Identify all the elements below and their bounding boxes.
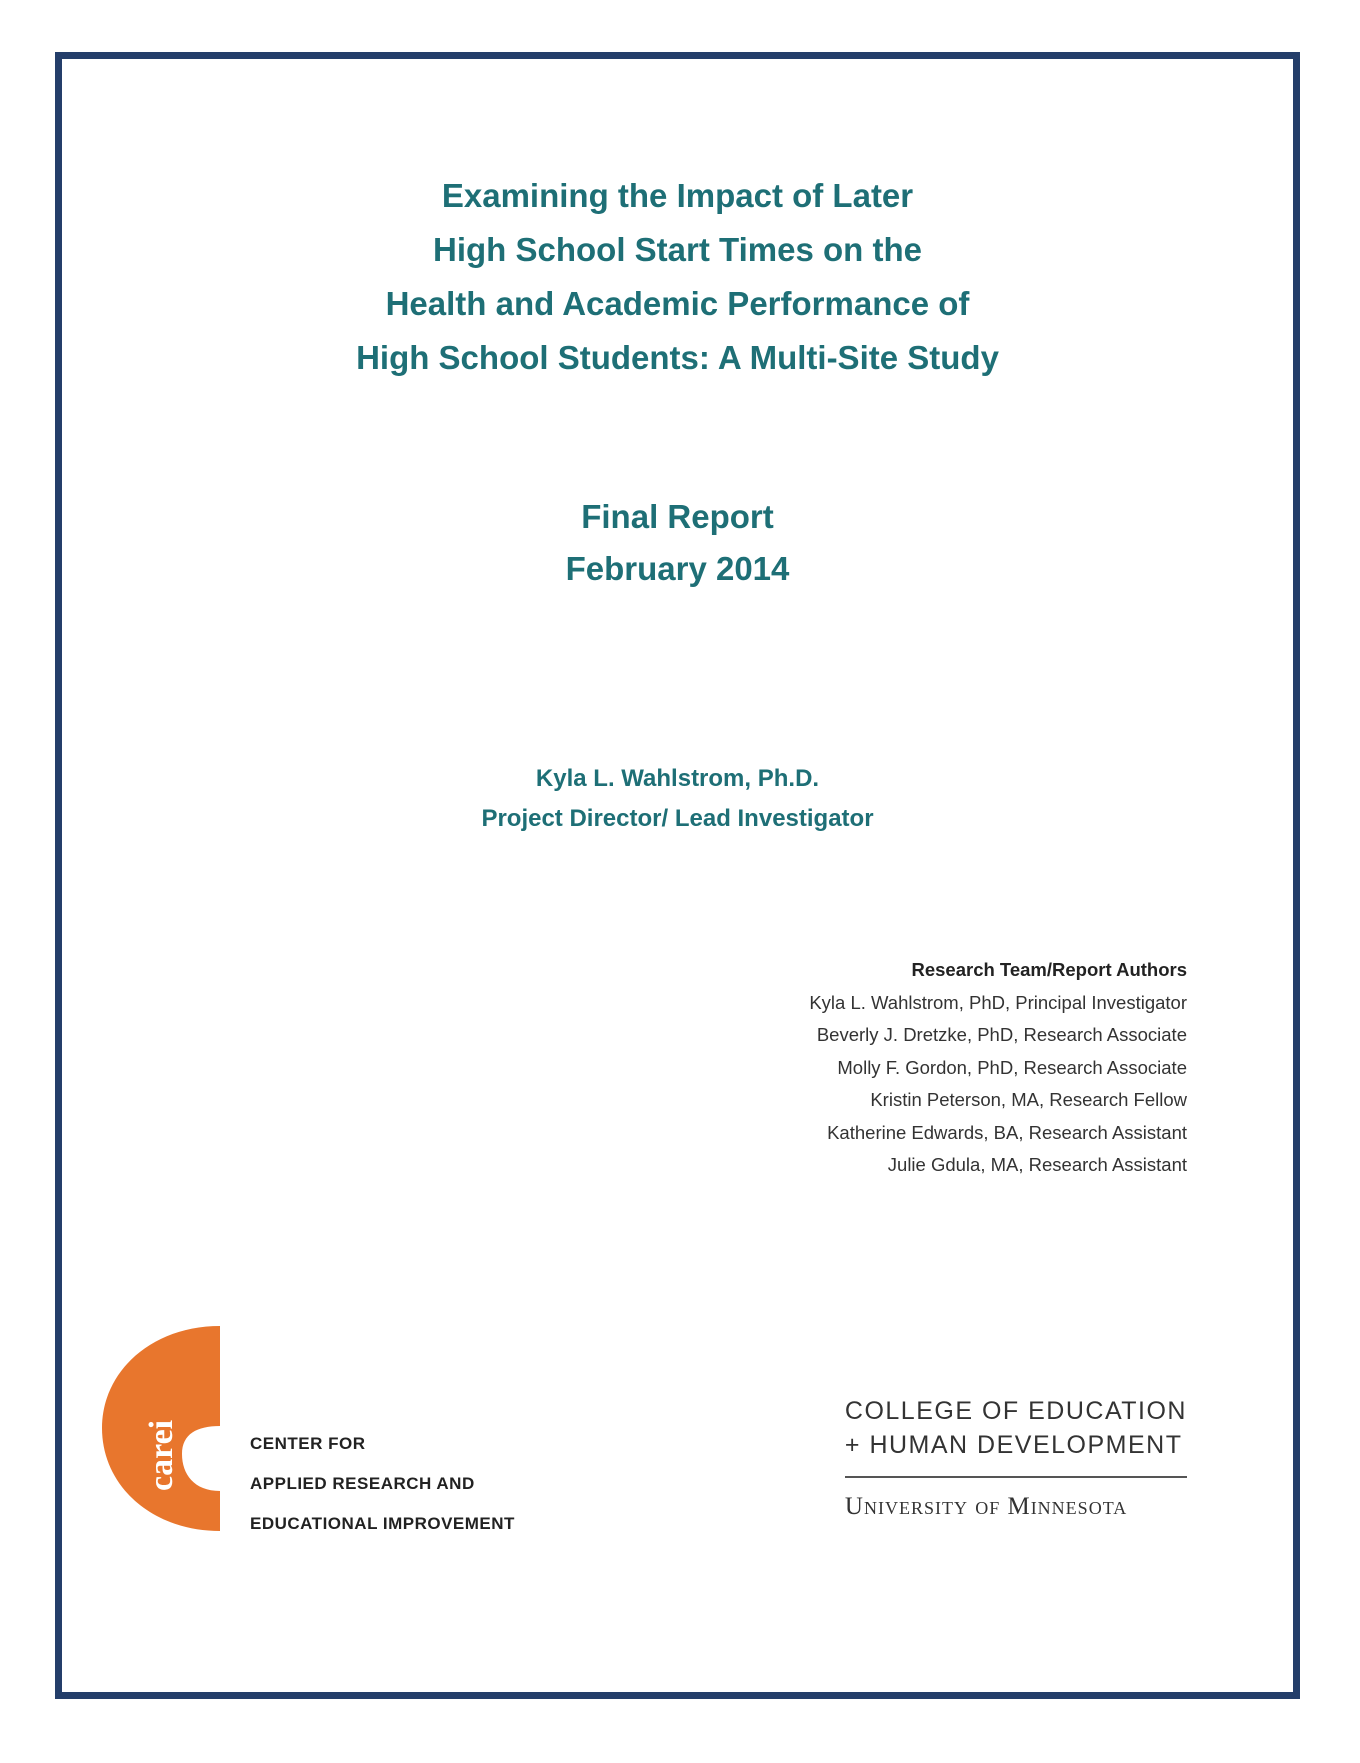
team-member: Beverly J. Dretzke, PhD, Research Associate <box>816 1024 1187 1045</box>
team-member: Molly F. Gordon, PhD, Research Associate <box>837 1056 1187 1078</box>
carei-logo-text: carei <box>143 1419 180 1491</box>
title-line-4: High School Students: A Multi-Site Study <box>356 339 999 376</box>
cehd-line-1: COLLEGE OF EDUCATION <box>844 1397 1187 1425</box>
cehd-line-2: + HUMAN DEVELOPMENT <box>844 1431 1183 1459</box>
carei-line-1: CENTER FOR <box>250 1434 366 1453</box>
title-line-1: Examining the Impact of Later <box>441 177 914 214</box>
team-member: Julie Gdula, MA, Research Assistant <box>887 1154 1187 1175</box>
report-date: February 2014 <box>565 550 790 587</box>
director-role: Project Director/ Lead Investigator <box>481 805 874 832</box>
carei-line-3: EDUCATIONAL IMPROVEMENT <box>250 1514 515 1533</box>
title-line-3: Health and Academic Performance of <box>385 285 970 322</box>
university-name: University of Minnesota <box>844 1493 1128 1520</box>
carei-line-2: APPLIED RESEARCH AND <box>250 1474 475 1493</box>
carei-name <box>250 1424 515 1544</box>
project-director <box>62 759 1293 839</box>
team-member: Kyla L. Wahlstrom, PhD, Principal Investigator <box>809 991 1187 1013</box>
cehd-logo <box>845 1394 1187 1524</box>
carei-logo <box>102 1326 242 1531</box>
team-member: Kristin Peterson, MA, Research Fellow <box>870 1089 1187 1110</box>
page-border <box>55 52 1300 1699</box>
team-member: Katherine Edwards, BA, Research Assistant <box>827 1121 1187 1143</box>
team-heading: Research Team/Report Authors <box>911 959 1187 980</box>
report-title <box>62 169 1293 385</box>
research-team <box>809 954 1187 1182</box>
report-info <box>62 491 1293 595</box>
cehd-divider <box>845 1476 1187 1478</box>
title-line-2: High School Start Times on the <box>433 231 922 268</box>
report-type: Final Report <box>581 498 774 535</box>
director-name: Kyla L. Wahlstrom, Ph.D. <box>535 765 820 792</box>
